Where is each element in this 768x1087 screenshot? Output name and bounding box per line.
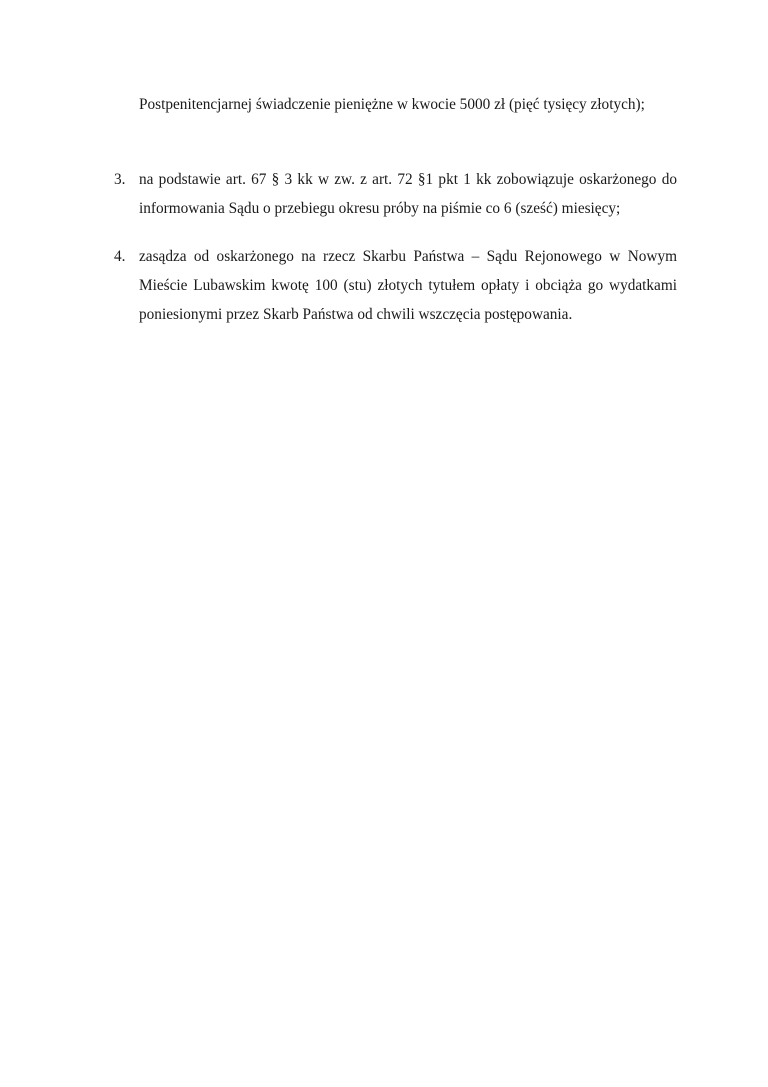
list-item-number: 4. xyxy=(114,248,126,265)
continuation-paragraph: Postpenitencjarnej świadczenie pieniężne w kwocie 5000 zł (pięć tysięcy złotych); xyxy=(139,96,645,113)
list-item-text: zasądza od oskarżonego na rzecz Skarbu Państwa – Sądu Rejonowego w Nowym Mieście Lubawskim kwotę 100 (stu) złotych tytułem opłaty i obciąża go wydatkami poniesionymi przez Skarb Państwa od chwili wszczęcia postępowania. xyxy=(139,248,677,323)
list-item-3 xyxy=(114,165,677,223)
list-item-number: 3. xyxy=(114,171,126,188)
list-item-text: na podstawie art. 67 § 3 kk w zw. z art. 72 §1 pkt 1 kk zobowiązuje oskarżonego do informowania Sądu o przebiegu okresu próby na piśmie co 6 (sześć) miesięcy; xyxy=(139,171,677,217)
list-item-4 xyxy=(114,242,677,329)
